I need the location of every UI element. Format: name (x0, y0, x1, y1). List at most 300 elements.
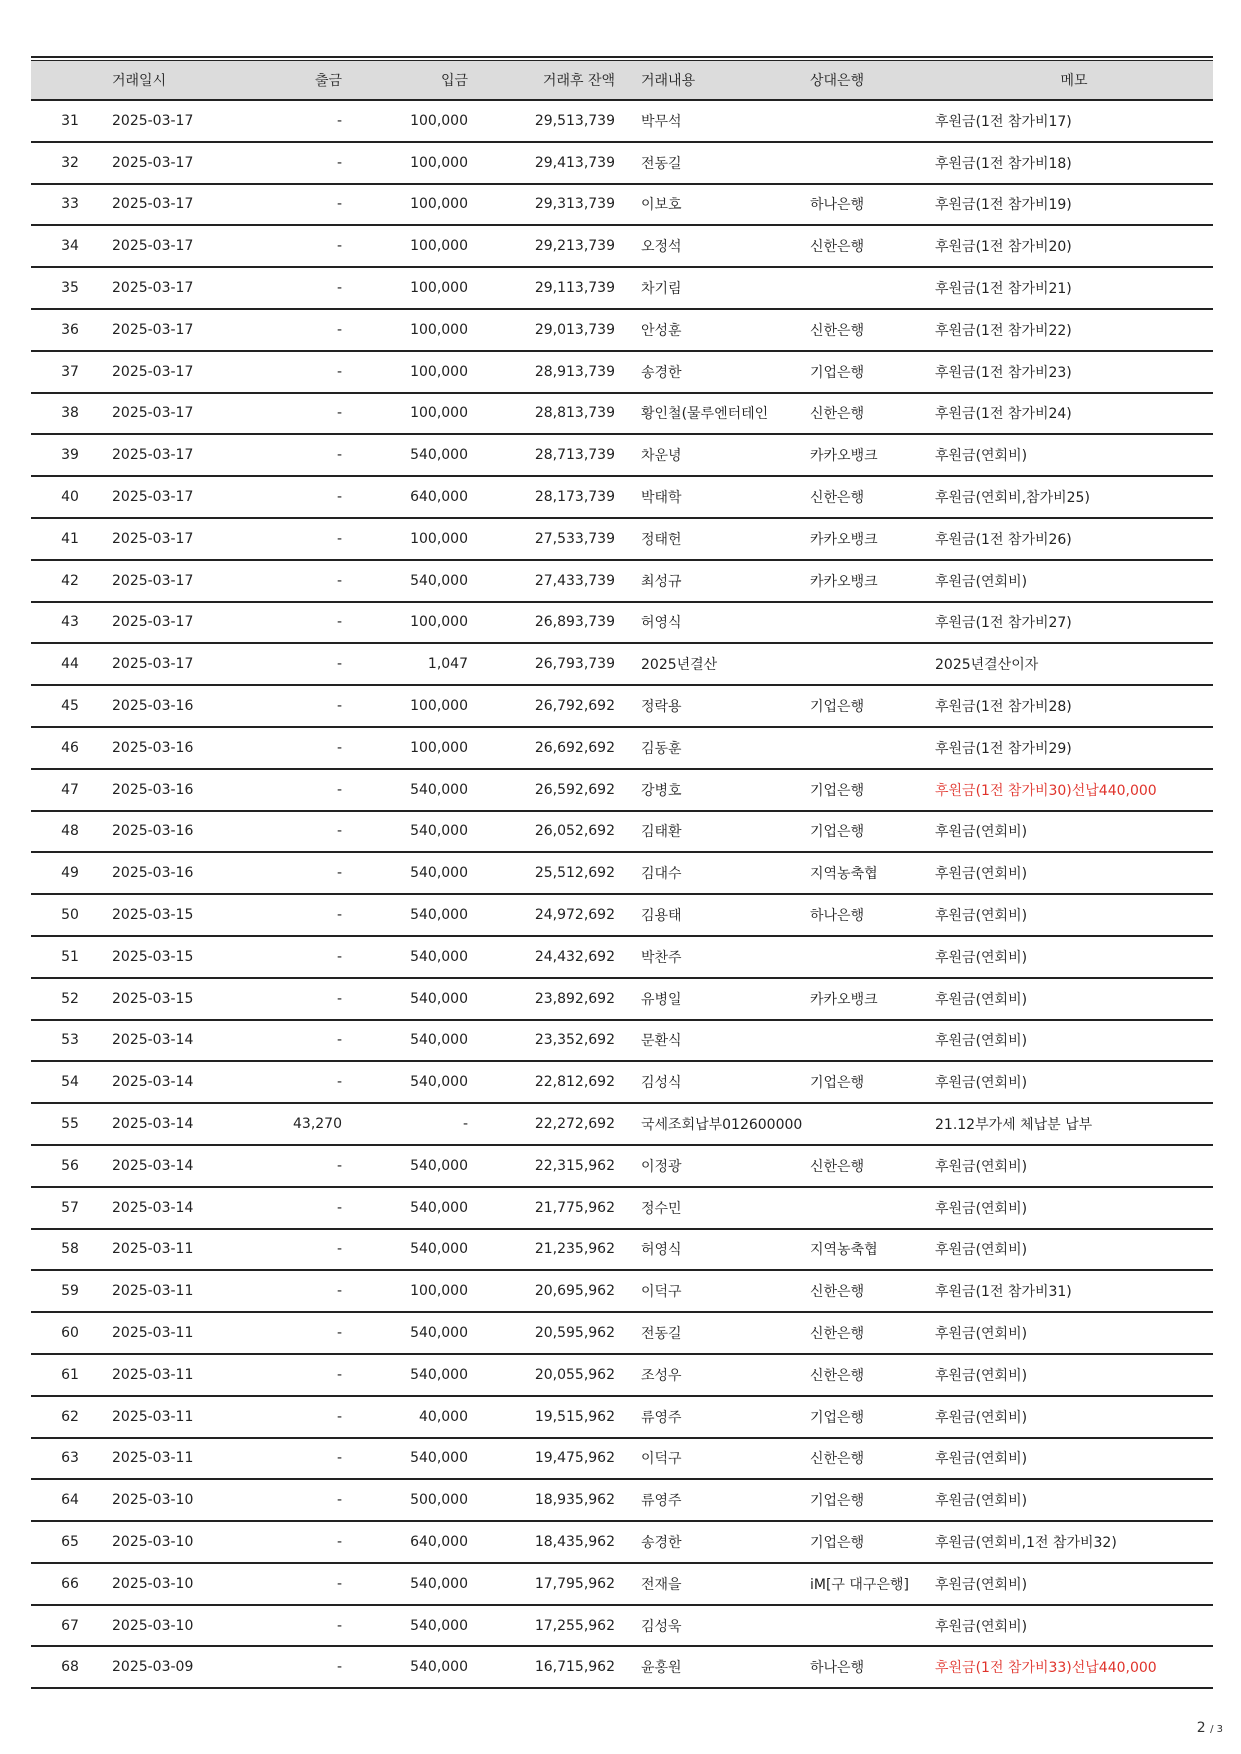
cell-deposit: 540,000 (342, 852, 468, 894)
cell-balance: 29,013,739 (468, 309, 615, 351)
cell-date: 2025-03-17 (109, 351, 252, 393)
header-memo: 메모 (935, 61, 1213, 100)
cell-date: 2025-03-17 (109, 602, 252, 644)
cell-description: 안성훈 (615, 309, 810, 351)
cell-date: 2025-03-17 (109, 267, 252, 309)
cell-date: 2025-03-11 (109, 1396, 252, 1438)
cell-bank: 기업은행 (810, 1396, 935, 1438)
cell-date: 2025-03-16 (109, 769, 252, 811)
cell-description: 황인철(물루엔터테인 (615, 393, 810, 435)
cell-balance: 28,913,739 (468, 351, 615, 393)
table-row (31, 727, 1213, 769)
cell-description: 강병호 (615, 769, 810, 811)
table-row (31, 1479, 1213, 1521)
cell-description: 정수민 (615, 1187, 810, 1229)
cell-date: 2025-03-10 (109, 1521, 252, 1563)
table-row (31, 351, 1213, 393)
cell-bank: 신한은행 (810, 1438, 935, 1480)
cell-memo: 후원금(연회비) (935, 1605, 1213, 1647)
cell-date: 2025-03-17 (109, 560, 252, 602)
header-balance: 거래후 잔액 (468, 61, 615, 100)
cell-balance: 23,892,692 (468, 978, 615, 1020)
cell-description: 정락용 (615, 685, 810, 727)
cell-bank (810, 936, 935, 978)
cell-date: 2025-03-16 (109, 727, 252, 769)
cell-no: 49 (31, 852, 109, 894)
cell-balance: 23,352,692 (468, 1020, 615, 1062)
cell-withdrawal: - (252, 727, 342, 769)
cell-description: 류영주 (615, 1396, 810, 1438)
table-row (31, 1563, 1213, 1605)
cell-description: 2025년결산 (615, 643, 810, 685)
cell-withdrawal: - (252, 1020, 342, 1062)
table-row (31, 1270, 1213, 1312)
table-row (31, 100, 1213, 142)
cell-withdrawal: - (252, 309, 342, 351)
transaction-sheet (31, 56, 1213, 1689)
header-date: 거래일시 (109, 61, 252, 100)
cell-no: 68 (31, 1646, 109, 1688)
cell-bank: 하나은행 (810, 1646, 935, 1688)
cell-memo: 후원금(1전 참가비31) (935, 1270, 1213, 1312)
cell-no: 44 (31, 643, 109, 685)
table-row (31, 476, 1213, 518)
cell-withdrawal: - (252, 184, 342, 226)
table-row (31, 1145, 1213, 1187)
cell-date: 2025-03-15 (109, 894, 252, 936)
cell-bank: 신한은행 (810, 476, 935, 518)
cell-balance: 24,432,692 (468, 936, 615, 978)
cell-withdrawal: - (252, 100, 342, 142)
cell-deposit: 540,000 (342, 560, 468, 602)
cell-deposit: 40,000 (342, 1396, 468, 1438)
cell-description: 박태학 (615, 476, 810, 518)
cell-memo: 후원금(1전 참가비24) (935, 393, 1213, 435)
cell-description: 김성욱 (615, 1605, 810, 1647)
cell-balance: 17,795,962 (468, 1563, 615, 1605)
cell-deposit: 540,000 (342, 1605, 468, 1647)
cell-memo: 후원금(연회비) (935, 1061, 1213, 1103)
cell-deposit: 100,000 (342, 267, 468, 309)
cell-no: 58 (31, 1229, 109, 1271)
cell-balance: 20,695,962 (468, 1270, 615, 1312)
cell-memo: 후원금(1전 참가비27) (935, 602, 1213, 644)
header-description: 거래내용 (615, 61, 810, 100)
cell-date: 2025-03-14 (109, 1020, 252, 1062)
cell-description: 박무석 (615, 100, 810, 142)
cell-balance: 25,512,692 (468, 852, 615, 894)
table-row (31, 1103, 1213, 1145)
cell-no: 65 (31, 1521, 109, 1563)
cell-bank (810, 1103, 935, 1145)
cell-memo: 후원금(연회비) (935, 1229, 1213, 1271)
cell-balance: 29,313,739 (468, 184, 615, 226)
cell-memo: 후원금(연회비,1전 참가비32) (935, 1521, 1213, 1563)
cell-date: 2025-03-17 (109, 434, 252, 476)
cell-no: 67 (31, 1605, 109, 1647)
cell-no: 32 (31, 142, 109, 184)
cell-no: 34 (31, 225, 109, 267)
cell-balance: 21,775,962 (468, 1187, 615, 1229)
cell-withdrawal: - (252, 142, 342, 184)
cell-balance: 17,255,962 (468, 1605, 615, 1647)
cell-no: 45 (31, 685, 109, 727)
cell-no: 39 (31, 434, 109, 476)
cell-memo: 후원금(1전 참가비28) (935, 685, 1213, 727)
cell-deposit: 100,000 (342, 142, 468, 184)
cell-date: 2025-03-11 (109, 1270, 252, 1312)
cell-withdrawal: - (252, 476, 342, 518)
cell-memo: 후원금(연회비) (935, 894, 1213, 936)
cell-date: 2025-03-14 (109, 1187, 252, 1229)
cell-memo: 후원금(1전 참가비21) (935, 267, 1213, 309)
cell-date: 2025-03-17 (109, 100, 252, 142)
table-row (31, 1521, 1213, 1563)
cell-withdrawal: - (252, 978, 342, 1020)
cell-memo: 후원금(1전 참가비22) (935, 309, 1213, 351)
cell-no: 41 (31, 518, 109, 560)
cell-description: 차기림 (615, 267, 810, 309)
cell-no: 55 (31, 1103, 109, 1145)
cell-deposit: 540,000 (342, 434, 468, 476)
cell-date: 2025-03-17 (109, 476, 252, 518)
cell-no: 60 (31, 1312, 109, 1354)
cell-date: 2025-03-17 (109, 393, 252, 435)
cell-no: 62 (31, 1396, 109, 1438)
cell-bank: 카카오뱅크 (810, 518, 935, 560)
table-row (31, 560, 1213, 602)
cell-bank (810, 267, 935, 309)
table-row (31, 518, 1213, 560)
cell-description: 송경한 (615, 351, 810, 393)
cell-date: 2025-03-17 (109, 225, 252, 267)
cell-description: 이보호 (615, 184, 810, 226)
cell-description: 허영식 (615, 1229, 810, 1271)
cell-date: 2025-03-16 (109, 852, 252, 894)
cell-description: 김성식 (615, 1061, 810, 1103)
cell-description: 조성우 (615, 1354, 810, 1396)
cell-deposit: 100,000 (342, 518, 468, 560)
cell-balance: 28,813,739 (468, 393, 615, 435)
cell-bank: 기업은행 (810, 769, 935, 811)
cell-date: 2025-03-14 (109, 1145, 252, 1187)
cell-withdrawal: - (252, 1187, 342, 1229)
cell-deposit: 540,000 (342, 894, 468, 936)
cell-date: 2025-03-17 (109, 142, 252, 184)
cell-balance: 18,935,962 (468, 1479, 615, 1521)
cell-description: 정태헌 (615, 518, 810, 560)
cell-deposit: 100,000 (342, 184, 468, 226)
table-row (31, 769, 1213, 811)
cell-withdrawal: - (252, 852, 342, 894)
cell-balance: 18,435,962 (468, 1521, 615, 1563)
cell-date: 2025-03-10 (109, 1563, 252, 1605)
cell-withdrawal: - (252, 225, 342, 267)
cell-bank: 신한은행 (810, 1270, 935, 1312)
cell-memo: 후원금(연회비) (935, 1312, 1213, 1354)
cell-withdrawal: - (252, 518, 342, 560)
cell-description: 유병일 (615, 978, 810, 1020)
cell-description: 국세조회납부012600000 (615, 1103, 810, 1145)
cell-no: 59 (31, 1270, 109, 1312)
cell-balance: 29,213,739 (468, 225, 615, 267)
cell-no: 52 (31, 978, 109, 1020)
cell-date: 2025-03-17 (109, 309, 252, 351)
cell-withdrawal: - (252, 393, 342, 435)
cell-withdrawal: - (252, 1312, 342, 1354)
cell-bank (810, 602, 935, 644)
table-row (31, 309, 1213, 351)
cell-deposit: - (342, 1103, 468, 1145)
page-total: / 3 (1210, 1724, 1223, 1735)
cell-deposit: 540,000 (342, 811, 468, 853)
cell-withdrawal: - (252, 1479, 342, 1521)
cell-no: 54 (31, 1061, 109, 1103)
header-deposit: 입금 (342, 61, 468, 100)
cell-bank: 기업은행 (810, 811, 935, 853)
cell-memo: 후원금(연회비) (935, 1145, 1213, 1187)
cell-no: 35 (31, 267, 109, 309)
cell-deposit: 540,000 (342, 1061, 468, 1103)
cell-bank: 카카오뱅크 (810, 434, 935, 476)
cell-description: 이덕구 (615, 1270, 810, 1312)
cell-date: 2025-03-17 (109, 184, 252, 226)
cell-date: 2025-03-16 (109, 811, 252, 853)
cell-balance: 27,433,739 (468, 560, 615, 602)
cell-balance: 22,315,962 (468, 1145, 615, 1187)
cell-withdrawal: - (252, 769, 342, 811)
table-row (31, 811, 1213, 853)
cell-withdrawal: - (252, 1061, 342, 1103)
cell-date: 2025-03-14 (109, 1103, 252, 1145)
cell-memo: 후원금(1전 참가비17) (935, 100, 1213, 142)
cell-description: 오정석 (615, 225, 810, 267)
table-row (31, 1605, 1213, 1647)
cell-description: 김태환 (615, 811, 810, 853)
cell-withdrawal: - (252, 1605, 342, 1647)
cell-bank: 카카오뱅크 (810, 560, 935, 602)
cell-memo: 후원금(1전 참가비19) (935, 184, 1213, 226)
cell-deposit: 540,000 (342, 1312, 468, 1354)
cell-no: 42 (31, 560, 109, 602)
cell-memo: 21.12부가세 체납분 납부 (935, 1103, 1213, 1145)
cell-deposit: 540,000 (342, 1563, 468, 1605)
cell-date: 2025-03-14 (109, 1061, 252, 1103)
cell-bank: 기업은행 (810, 1061, 935, 1103)
cell-balance: 19,515,962 (468, 1396, 615, 1438)
cell-bank (810, 643, 935, 685)
cell-withdrawal: - (252, 1354, 342, 1396)
table-row (31, 1646, 1213, 1688)
cell-withdrawal: - (252, 894, 342, 936)
table-row (31, 1020, 1213, 1062)
cell-balance: 22,812,692 (468, 1061, 615, 1103)
cell-description: 전동길 (615, 1312, 810, 1354)
cell-balance: 29,413,739 (468, 142, 615, 184)
cell-deposit: 540,000 (342, 1354, 468, 1396)
cell-balance: 19,475,962 (468, 1438, 615, 1480)
cell-deposit: 540,000 (342, 1646, 468, 1688)
cell-date: 2025-03-15 (109, 978, 252, 1020)
cell-bank (810, 100, 935, 142)
cell-memo: 후원금(연회비,참가비25) (935, 476, 1213, 518)
cell-bank: 신한은행 (810, 1354, 935, 1396)
cell-withdrawal: - (252, 1396, 342, 1438)
cell-withdrawal: - (252, 1646, 342, 1688)
cell-bank: 신한은행 (810, 309, 935, 351)
cell-bank: 기업은행 (810, 685, 935, 727)
cell-deposit: 100,000 (342, 351, 468, 393)
cell-memo: 후원금(연회비) (935, 1438, 1213, 1480)
cell-date: 2025-03-11 (109, 1438, 252, 1480)
page-indicator (1197, 1720, 1223, 1736)
cell-memo: 후원금(1전 참가비18) (935, 142, 1213, 184)
cell-date: 2025-03-11 (109, 1229, 252, 1271)
table-row (31, 1187, 1213, 1229)
cell-bank: 하나은행 (810, 894, 935, 936)
table-body (31, 100, 1213, 1688)
cell-bank: 지역농축협 (810, 1229, 935, 1271)
table-header-row (31, 61, 1213, 100)
cell-bank (810, 1020, 935, 1062)
cell-withdrawal: 43,270 (252, 1103, 342, 1145)
cell-description: 전동길 (615, 142, 810, 184)
cell-no: 38 (31, 393, 109, 435)
cell-deposit: 540,000 (342, 769, 468, 811)
cell-no: 57 (31, 1187, 109, 1229)
cell-description: 김대수 (615, 852, 810, 894)
cell-description: 류영주 (615, 1479, 810, 1521)
cell-no: 31 (31, 100, 109, 142)
table-row (31, 434, 1213, 476)
table-row (31, 852, 1213, 894)
table-row (31, 602, 1213, 644)
cell-bank: 신한은행 (810, 225, 935, 267)
table-row (31, 936, 1213, 978)
cell-description: 박찬주 (615, 936, 810, 978)
cell-memo: 후원금(연회비) (935, 1187, 1213, 1229)
cell-bank: 지역농축협 (810, 852, 935, 894)
cell-memo: 후원금(1전 참가비26) (935, 518, 1213, 560)
cell-memo: 2025년결산이자 (935, 643, 1213, 685)
cell-withdrawal: - (252, 1270, 342, 1312)
cell-deposit: 100,000 (342, 393, 468, 435)
cell-memo: 후원금(연회비) (935, 1020, 1213, 1062)
cell-date: 2025-03-15 (109, 936, 252, 978)
cell-deposit: 100,000 (342, 225, 468, 267)
cell-withdrawal: - (252, 1563, 342, 1605)
cell-deposit: 540,000 (342, 1229, 468, 1271)
cell-date: 2025-03-10 (109, 1605, 252, 1647)
cell-balance: 22,272,692 (468, 1103, 615, 1145)
cell-description: 김동훈 (615, 727, 810, 769)
cell-balance: 26,052,692 (468, 811, 615, 853)
cell-bank: 카카오뱅크 (810, 978, 935, 1020)
cell-memo: 후원금(연회비) (935, 1563, 1213, 1605)
cell-deposit: 500,000 (342, 1479, 468, 1521)
table-row (31, 1312, 1213, 1354)
cell-memo: 후원금(1전 참가비20) (935, 225, 1213, 267)
cell-description: 이정광 (615, 1145, 810, 1187)
cell-withdrawal: - (252, 1229, 342, 1271)
cell-balance: 28,173,739 (468, 476, 615, 518)
table-row (31, 1438, 1213, 1480)
cell-description: 최성규 (615, 560, 810, 602)
table-row (31, 685, 1213, 727)
cell-bank (810, 727, 935, 769)
cell-withdrawal: - (252, 1521, 342, 1563)
cell-date: 2025-03-17 (109, 643, 252, 685)
header-no (31, 61, 109, 100)
cell-no: 46 (31, 727, 109, 769)
cell-balance: 26,793,739 (468, 643, 615, 685)
cell-no: 56 (31, 1145, 109, 1187)
cell-balance: 29,113,739 (468, 267, 615, 309)
cell-withdrawal: - (252, 811, 342, 853)
cell-deposit: 640,000 (342, 1521, 468, 1563)
cell-bank (810, 1605, 935, 1647)
table-row (31, 643, 1213, 685)
table-row (31, 184, 1213, 226)
cell-deposit: 100,000 (342, 602, 468, 644)
page-current: 2 (1196, 1720, 1206, 1736)
cell-no: 64 (31, 1479, 109, 1521)
table-row (31, 225, 1213, 267)
cell-bank: 신한은행 (810, 1312, 935, 1354)
cell-balance: 26,792,692 (468, 685, 615, 727)
cell-memo: 후원금(연회비) (935, 1354, 1213, 1396)
cell-deposit: 540,000 (342, 1187, 468, 1229)
cell-balance: 16,715,962 (468, 1646, 615, 1688)
cell-balance: 28,713,739 (468, 434, 615, 476)
cell-deposit: 100,000 (342, 100, 468, 142)
cell-memo: 후원금(1전 참가비33)선납440,000 (935, 1646, 1213, 1688)
cell-balance: 20,595,962 (468, 1312, 615, 1354)
cell-deposit: 540,000 (342, 1438, 468, 1480)
table-row (31, 1354, 1213, 1396)
table-row (31, 393, 1213, 435)
cell-deposit: 540,000 (342, 1145, 468, 1187)
table-row (31, 267, 1213, 309)
cell-memo: 후원금(연회비) (935, 434, 1213, 476)
cell-bank: 기업은행 (810, 1521, 935, 1563)
cell-description: 허영식 (615, 602, 810, 644)
cell-date: 2025-03-16 (109, 685, 252, 727)
table-row (31, 1229, 1213, 1271)
cell-description: 전재을 (615, 1563, 810, 1605)
cell-withdrawal: - (252, 602, 342, 644)
cell-bank: 하나은행 (810, 184, 935, 226)
cell-description: 김용태 (615, 894, 810, 936)
cell-bank: 기업은행 (810, 1479, 935, 1521)
cell-deposit: 640,000 (342, 476, 468, 518)
cell-memo: 후원금(연회비) (935, 936, 1213, 978)
cell-deposit: 540,000 (342, 1020, 468, 1062)
cell-balance: 27,533,739 (468, 518, 615, 560)
cell-description: 문환식 (615, 1020, 810, 1062)
cell-no: 47 (31, 769, 109, 811)
cell-bank: 기업은행 (810, 351, 935, 393)
cell-bank (810, 1187, 935, 1229)
cell-withdrawal: - (252, 560, 342, 602)
cell-no: 40 (31, 476, 109, 518)
cell-deposit: 100,000 (342, 727, 468, 769)
cell-bank: 신한은행 (810, 1145, 935, 1187)
table-row (31, 1061, 1213, 1103)
transaction-table (31, 61, 1213, 1689)
cell-memo: 후원금(1전 참가비23) (935, 351, 1213, 393)
cell-no: 33 (31, 184, 109, 226)
